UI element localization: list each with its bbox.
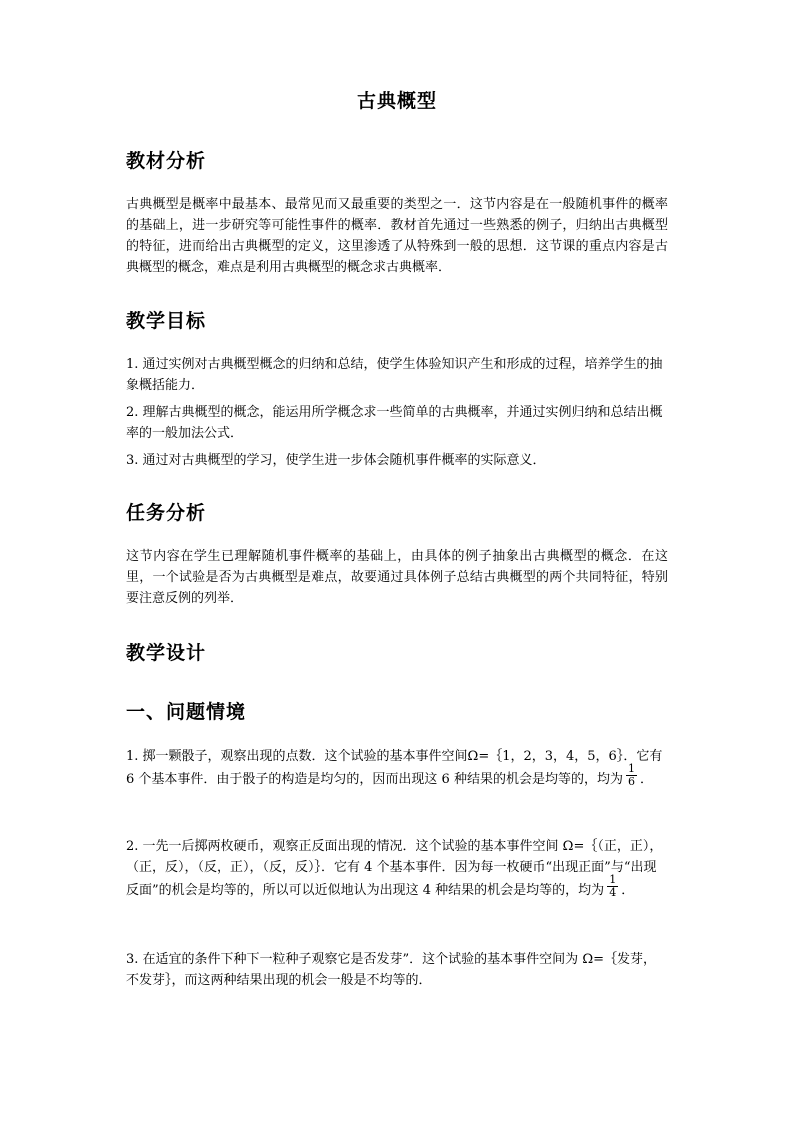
situation-item-2: 2. 一先一后掷两枚硬币，观察正反面出现的情况．这个试验的基本事件空间 Ω=｛（正，正），（正，反），（反，正），（反，反）｝．它有 4 个基本事件．因为每一枚硬币“出现正面”与“出现反面”的机会是均等的，所以可以近似地认为出现这 4 种结果的机会是均等的，均为 $\frac{1}{4}$ ． bbox=[126, 839, 663, 899]
goal-item-1: 1. 通过实例对古典概型概念的归纳和总结，使学生体验知识产生和形成的过程，培养学生的抽象概括能力． bbox=[126, 357, 663, 393]
goal-item-3: 3. 通过对古典概型的学习，使学生进一步体会随机事件概率的实际意义． bbox=[126, 453, 546, 468]
fraction-one-fourth: $\frac{1}{4}$ bbox=[609, 873, 617, 899]
textbook-analysis-paragraph: 古典概型是概率中最基本、最常见而又最重要的类型之一．这节内容是在一般随机事件的概率的基础上，进一步研究等可能性事件的概率．教材首先通过一些熟悉的例子，归纳出古典概型的特征，进而给出古典概型的定义，这里渗透了从特殊到一般的思想．这节课的重点内容是古典概型的概念，难点是利用古典概型的概念求古典概率． bbox=[126, 197, 668, 275]
heading-problem-situation: 一、问题情境 bbox=[126, 701, 247, 723]
heading-teaching-goals: 教学目标 bbox=[126, 310, 207, 332]
document-title: 古典概型 bbox=[356, 90, 437, 112]
goal-item-2: 2. 理解古典概型的概念，能运用所学概念求一些简单的古典概率，并通过实例归纳和总结出概率的一般加法公式． bbox=[126, 405, 663, 441]
situation-item-2-text: 2. 一先一后掷两枚硬币，观察正反面出现的情况．这个试验的基本事件空间 Ω=｛（正，正），（正，反），（反，正），（反，反）｝．它有 4 个基本事件．因为每一枚硬币“出现正面”与“出现反面”的机会是均等的，所以可以近似地认为出现这 4 种结果的机会是均等的，均为 bbox=[126, 839, 663, 898]
heading-teaching-design: 教学设计 bbox=[126, 642, 207, 664]
heading-task-analysis: 任务分析 bbox=[126, 502, 207, 524]
heading-textbook-analysis: 教材分析 bbox=[126, 150, 207, 172]
situation-item-1: 1. 掷一颗骰子，观察出现的点数．这个试验的基本事件空间Ω=｛1，2，3，4，5，6｝．它有 6 个基本事件．由于骰子的构造是均匀的，因而出现这 6 种结果的机会是均等的，均为 $\frac{1}{6}$ ． bbox=[126, 749, 663, 788]
situation-item-3: 3. 在适宜的条件下种下一粒种子观察它是否发芽”．这个试验的基本事件空间为 Ω=｛发芽，不发芽｝，而这两种结果出现的机会一般是不均等的． bbox=[126, 952, 656, 988]
task-analysis-paragraph: 这节内容在学生已理解随机事件概率的基础上，由具体的例子抽象出古典概型的概念．在这里，一个试验是否为古典概型是难点，故要通过具体例子总结古典概型的两个共同特征，特别要注意反例的列举． bbox=[126, 549, 668, 606]
fraction-one-sixth: $\frac{1}{6}$ bbox=[627, 762, 635, 788]
situation-item-1-text: 1. 掷一颗骰子，观察出现的点数．这个试验的基本事件空间Ω=｛1，2，3，4，5，6｝．它有 6 个基本事件．由于骰子的构造是均匀的，因而出现这 6 种结果的机会是均等的，均为 bbox=[126, 749, 663, 787]
